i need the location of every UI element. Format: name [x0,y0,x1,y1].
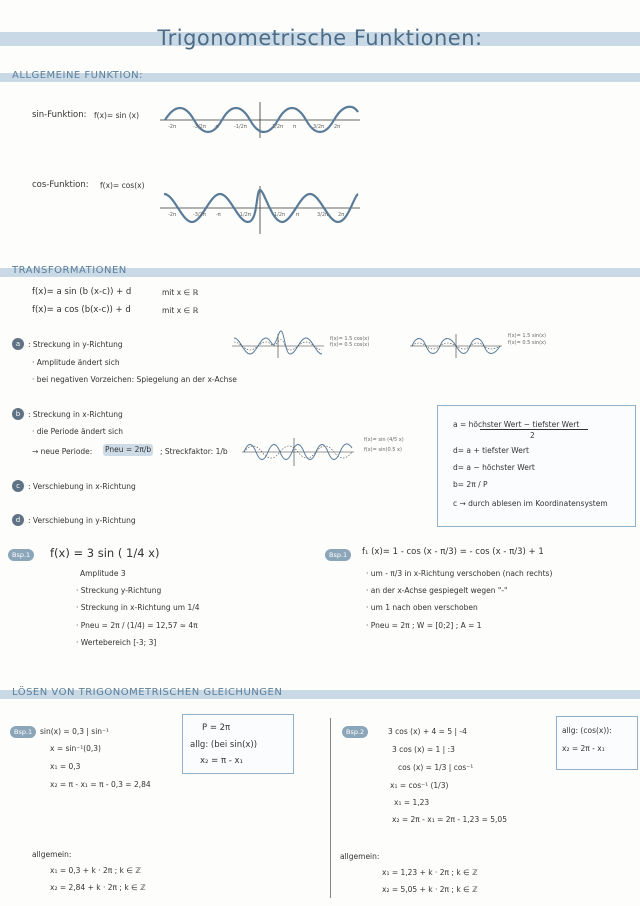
sin-function-formula: f(x)= sin (x) [94,111,140,120]
column-divider [330,718,331,898]
loesen-bsp2-line-5: x₁ = 1,23 [394,798,430,807]
sin-tick-1: -2π [168,124,176,130]
a-legend-2: f(x)= 0.5 cos(x) [330,342,370,348]
a-sin-graph [410,334,502,358]
bsp1-line-3: · Streckung in x-Richtung um 1/4 [76,603,200,612]
b-line-2: · die Periode ändert sich [32,427,123,436]
section-heading-transformationen: TRANSFORMATIONEN [12,265,127,276]
cos-tick-2: -3/2π [193,212,206,218]
bsp2-line-1: · um - π/3 in x-Richtung verschoben (nach rechts) [366,569,553,578]
loesen-bsp2-general-1: x₁ = 1,23 + k · 2π ; k ∈ ℤ [382,868,478,877]
bsp1-line-5: · Wertebereich [-3; 3] [76,638,157,647]
loesen-bsp1-line-4: x₂ = π - x₁ = π - 0,3 = 2,84 [50,780,151,789]
box-line-2: d= a + tiefster Wert [453,446,529,455]
c-line-1: : Verschiebung in x-Richtung [28,482,136,491]
a-cos-graph [232,334,324,358]
sin-tick-7: 3/2π [313,124,325,130]
sin-function-label: sin-Funktion: [32,110,87,120]
bsp1-line-1: Amplitude 3 [80,569,126,578]
a-line-2: · Amplitude ändert sich [32,358,120,367]
box-line-3: d= a − höchster Wert [453,463,535,472]
transform-formula-sin-domain: mit x ∈ ℝ [162,288,199,297]
b-stretch-factor: ; Streckfaktor: 1/b [160,447,228,456]
badge-bsp2-transform: Bsp.1 [325,549,351,561]
cos-tick-5: 1/2π [274,212,286,218]
bsp2-line-4: · Pneu = 2π ; W = [0;2] ; A = 1 [366,621,482,630]
a-legend-4: f(x)= 0.5 sin(x) [508,340,546,346]
loesen-bsp1-line-2: x = sin⁻¹(0,3) [50,744,101,753]
transform-formula-cos: f(x)= a cos (b(x-c)) + d [32,305,131,315]
section-heading-allgemein: ALLGEMEINE FUNKTION: [12,70,144,81]
loesen-bsp1-box-line-1: P = 2π [202,723,231,733]
sin-tick-3: -π [214,124,219,130]
b-legend-2: f(x)= sin(0.5 x) [364,447,402,453]
a-line-1: : Streckung in y-Richtung [28,340,123,349]
loesen-bsp1-line-3: x₁ = 0,3 [50,762,81,771]
loesen-bsp1-general-2: x₂ = 2,84 + k · 2π ; k ∈ ℤ [50,883,146,892]
loesen-bsp2-line-6: x₂ = 2π - x₁ = 2π - 1,23 = 5,05 [392,815,507,824]
section-heading-loesen: LÖSEN VON TRIGONOMETRISCHEN GLEICHUNGEN [12,687,283,698]
badge-c: c [12,480,24,492]
loesen-bsp1-line-1: sin(x) = 0,3 | sin⁻¹ [40,727,110,736]
badge-bsp1-transform: Bsp.1 [8,549,34,561]
loesen-bsp1-box-line-3: x₂ = π - x₁ [200,756,243,766]
bsp1-line-4: · Pneu = 2π / (1/4) = 12,57 ≈ 4π [76,621,198,630]
bsp1-equation: f(x) = 3 sin ( 1/4 x) [50,546,160,560]
box-line-1-denominator: 2 [530,431,535,440]
cos-tick-3: -π [216,212,221,218]
loesen-bsp2-line-3: cos (x) = 1/3 | cos⁻¹ [398,763,474,772]
b-graph [242,438,354,466]
transform-formula-cos-domain: mit x ∈ ℝ [162,306,199,315]
a-legend-1: f(x)= 1.5 cos(x) [330,336,370,342]
cos-function-formula: f(x)= cos(x) [100,181,145,190]
cos-tick-8: 2π [338,212,345,218]
d-line-1: : Verschiebung in y-Richtung [28,516,136,525]
b-line-1: : Streckung in x-Richtung [28,410,123,419]
a-legend-3: f(x)= 1.5 sin(x) [508,333,546,339]
transform-formula-sin: f(x)= a sin (b (x-c)) + d [32,287,132,297]
sin-graph [160,100,360,140]
loesen-bsp2-line-4: x₁ = cos⁻¹ (1/3) [390,781,449,790]
b-legend-1: f(x)= sin (4/5 x) [364,437,404,443]
cos-tick-1: -2π [168,212,176,218]
loesen-bsp2-line-2: 3 cos (x) = 1 | :3 [392,745,455,754]
badge-b: b [12,408,24,420]
loesen-bsp2-line-1: 3 cos (x) + 4 = 5 | -4 [388,727,467,736]
sin-tick-6: π [293,124,297,130]
bsp2-equation: f₁ (x)= 1 - cos (x - π/3) = - cos (x - π/3) + 1 [362,547,544,557]
sin-tick-5: 1/2π [272,124,284,130]
box-fraction-bar [480,429,588,430]
box-line-1: a = höchster Wert − tiefster Wert [453,420,580,429]
loesen-bsp2-general-2: x₂ = 5,05 + k · 2π ; k ∈ ℤ [382,885,478,894]
loesen-bsp2-box-line-2: x₂ = 2π - x₁ [562,744,605,753]
bsp2-line-3: · um 1 nach oben verschoben [366,603,478,612]
b-line-3-prefix: → neue Periode: [32,447,93,456]
cos-tick-7: 3/2π [317,212,329,218]
box-line-5: c → durch ablesen im Koordinatensystem [453,499,608,508]
badge-bsp1-loesen: Bsp.1 [10,726,36,738]
cos-tick-6: π [296,212,300,218]
loesen-bsp2-box-line-1: allg: (cos(x)): [562,726,612,735]
bsp1-line-2: · Streckung y-Richtung [76,586,162,595]
cos-tick-4: -1/2π [238,212,251,218]
b-new-period-formula: Pneu = 2π/b [105,445,152,454]
sin-tick-8: 2π [334,124,341,130]
loesen-bsp2-box [556,716,638,770]
cos-function-label: cos-Funktion: [32,180,89,190]
loesen-bsp1-allgemein: allgemein: [32,850,72,859]
loesen-bsp2-allgemein: allgemein: [340,852,380,861]
loesen-bsp1-box-line-2: allg: (bei sin(x)) [190,740,258,750]
box-line-4: b= 2π / P [453,480,488,489]
sin-tick-2: -3/2π [193,124,206,130]
loesen-bsp1-general-1: x₁ = 0,3 + k · 2π ; k ∈ ℤ [50,866,141,875]
sin-tick-4: -1/2π [234,124,247,130]
bsp2-line-2: · an der x-Achse gespiegelt wegen "-" [366,586,508,595]
badge-a: a [12,338,24,350]
cos-graph [160,186,360,236]
badge-bsp2-loesen: Bsp.2 [342,726,368,738]
page-title: Trigonometrische Funktionen: [157,26,483,50]
badge-d: d [12,514,24,526]
a-line-3: · bei negativen Vorzeichen: Spiegelung an der x-Achse [32,375,237,384]
